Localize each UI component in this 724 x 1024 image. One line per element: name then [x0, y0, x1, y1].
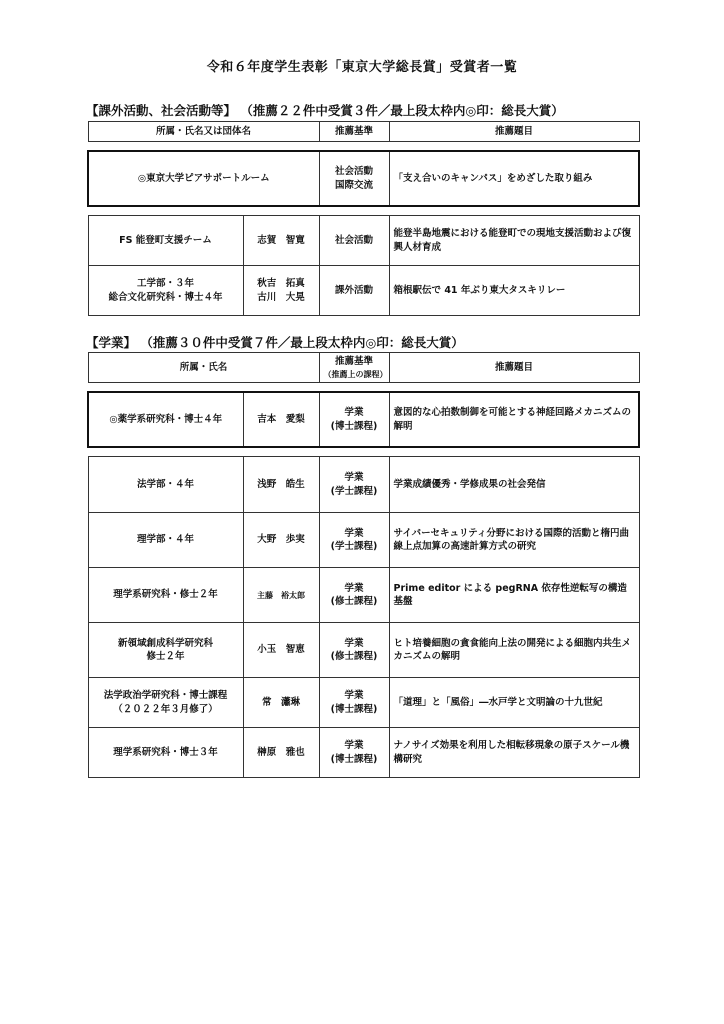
page-title: 令和６年度学生表彰「東京大学総長賞」受賞者一覧: [206, 60, 518, 75]
name-cell: 主藤 裕太郎: [243, 568, 319, 623]
topic-cell: 「道理」と「風俗」―水戸学と文明論の十九世紀: [389, 678, 639, 728]
criteria-line: (博士課程): [330, 703, 378, 715]
affiliation-cell: [88, 678, 243, 728]
criteria-line: (博士課程): [330, 420, 378, 432]
affiliation-cell: [88, 266, 243, 316]
header-criteria: 推薦基準: [319, 122, 389, 142]
criteria-line: (修士課程): [330, 651, 378, 663]
header-affiliation: 所属・氏名又は団体名: [88, 122, 319, 142]
section-note: （推薦２２件中受賞３件／最上段太枠内◎印：総長大賞）: [240, 103, 564, 118]
criteria-line: (修士課程): [330, 596, 378, 608]
criteria-line: 国際交流: [335, 179, 374, 191]
affiliation-line: 新領域創成科学研究科: [117, 637, 213, 649]
table-row: [88, 513, 639, 568]
name-cell: 大野 歩実: [243, 513, 319, 568]
section-title: 【学業】: [86, 335, 137, 350]
table-row: [88, 623, 639, 678]
table-spacer: [88, 206, 639, 216]
criteria-cell: [319, 623, 389, 678]
affiliation-cell: 理学系研究科・博士３年: [88, 728, 243, 778]
table-spacer: [88, 383, 639, 393]
affiliation-line: 法学政治学研究科・博士課程: [103, 690, 228, 702]
criteria-cell: 課外活動: [319, 266, 389, 316]
academics-table: [87, 352, 640, 778]
affiliation-line: 総合文化研究科・博士４年: [108, 291, 223, 303]
section-heading-academics: [86, 333, 464, 351]
table-header-row: [88, 353, 639, 383]
criteria-line: 社会活動: [335, 165, 374, 177]
topic-cell: 学業成績優秀・学修成果の社会発信: [389, 457, 639, 513]
affiliation-line: 工学部・３年: [136, 277, 194, 289]
criteria-line: 学業: [344, 740, 364, 752]
criteria-line: 学業: [344, 527, 364, 539]
topic-cell: サイバーセキュリティ分野における国際的活動と楕円曲線上点加算の高速計算方式の研究: [389, 513, 639, 568]
affiliation-line: 修士２年: [146, 651, 185, 663]
affiliation-cell: [88, 623, 243, 678]
topic-cell: 「支え合いのキャンパス」をめざした取り組み: [389, 151, 639, 206]
header-criteria-sub: （推薦上の課程）: [323, 369, 388, 379]
affiliation-cell: 法学部・４年: [88, 457, 243, 513]
table-row: [88, 392, 639, 447]
affiliation-cell: 理学部・４年: [88, 513, 243, 568]
table-row: [88, 266, 639, 316]
name-cell: 榊原 雅也: [243, 728, 319, 778]
table-row: [88, 151, 639, 206]
criteria-cell: [319, 728, 389, 778]
name-cell: [243, 266, 319, 316]
affiliation-line: （２０２２年３月修了）: [113, 703, 218, 715]
section-heading-activities: [86, 101, 564, 119]
affiliation-cell: 理学系研究科・修士２年: [88, 568, 243, 623]
section-note: （推薦３０件中受賞７件／最上段太枠内◎印：総長大賞）: [140, 335, 464, 350]
name-line: 秋吉 拓真: [257, 277, 305, 289]
affiliation-cell: FS 能登町支援チーム: [88, 216, 243, 266]
table-header-row: [88, 122, 639, 142]
name-cell: 吉本 愛梨: [243, 392, 319, 447]
header-criteria: [319, 353, 389, 383]
header-topic: 推薦題目: [389, 122, 639, 142]
topic-cell: 意図的な心拍数制御を可能とする神経回路メカニズムの解明: [389, 392, 639, 447]
topic-cell: 能登半島地震における能登町での現地支援活動および復興人材育成: [389, 216, 639, 266]
criteria-cell: [319, 151, 389, 206]
affiliation-cell: ◎薬学系研究科・博士４年: [88, 392, 243, 447]
criteria-cell: [319, 457, 389, 513]
table-row: [88, 728, 639, 778]
header-topic: 推薦題目: [389, 353, 639, 383]
table-row: [88, 216, 639, 266]
topic-cell: ナノサイズ効果を利用した相転移現象の原子スケール機構研究: [389, 728, 639, 778]
name-cell: 志賀 智寛: [243, 216, 319, 266]
activities-table: [87, 121, 640, 316]
affiliation-cell: ◎東京大学ピアサポートルーム: [88, 151, 319, 206]
criteria-line: (学士課程): [330, 485, 378, 497]
table-row: [88, 568, 639, 623]
criteria-cell: [319, 678, 389, 728]
criteria-line: 学業: [344, 690, 364, 702]
criteria-cell: [319, 392, 389, 447]
table-spacer: [88, 447, 639, 457]
name-cell: 常 瀟琳: [243, 678, 319, 728]
criteria-cell: 社会活動: [319, 216, 389, 266]
header-affiliation: 所属・氏名: [88, 353, 319, 383]
criteria-line: 学業: [344, 637, 364, 649]
topic-cell: 箱根駅伝で 41 年ぶり東大タスキリレー: [389, 266, 639, 316]
criteria-line: 学業: [344, 472, 364, 484]
header-criteria-label: 推薦基準: [335, 356, 374, 367]
section-title: 【課外活動、社会活動等】: [86, 103, 237, 118]
criteria-line: 学業: [344, 407, 364, 419]
name-line: 古川 大晃: [257, 291, 305, 303]
topic-cell: Prime editor による pegRNA 依存性逆転写の構造基盤: [389, 568, 639, 623]
criteria-line: (学士課程): [330, 541, 378, 553]
name-cell: 浅野 皓生: [243, 457, 319, 513]
name-cell: 小玉 智恵: [243, 623, 319, 678]
criteria-cell: [319, 513, 389, 568]
table-row: [88, 457, 639, 513]
table-row: [88, 678, 639, 728]
criteria-line: 学業: [344, 582, 364, 594]
criteria-cell: [319, 568, 389, 623]
topic-cell: ヒト培養細胞の貪食能向上法の開発による細胞内共生メカニズムの解明: [389, 623, 639, 678]
criteria-line: (博士課程): [330, 753, 378, 765]
table-spacer: [88, 142, 639, 152]
